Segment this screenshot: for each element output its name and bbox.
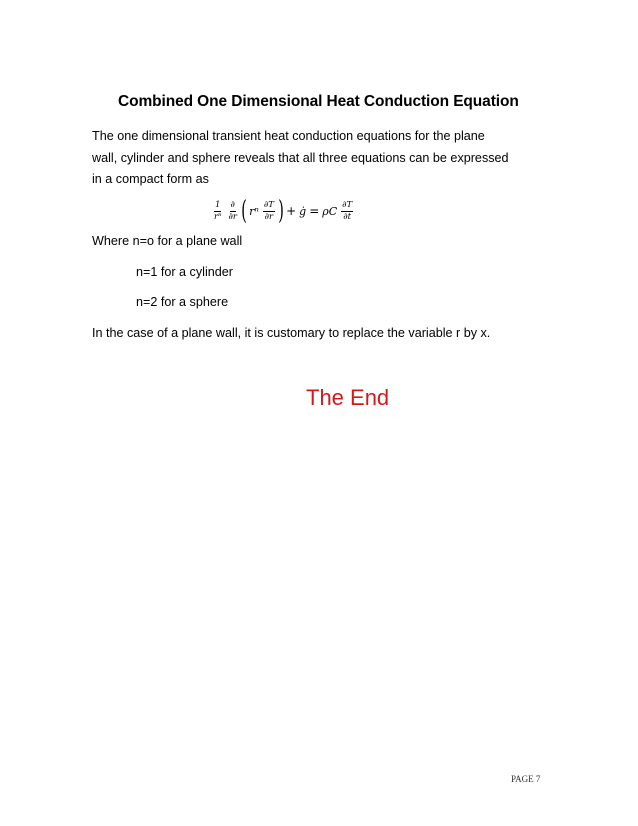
fraction-denominator: ∂r <box>264 211 274 222</box>
case-cylinder: n=1 for a cylinder <box>136 265 233 279</box>
paragraph-line: wall, cylinder and sphere reveals that all three equations can be expressed <box>92 150 509 165</box>
the-end-text: The End <box>306 385 390 410</box>
paragraph-line: in a compact form as <box>92 172 209 186</box>
fraction-numerator: 1 <box>215 199 221 210</box>
equals-sign: = <box>309 204 320 218</box>
case-sphere: n=2 for a sphere <box>136 295 229 309</box>
where-line: Where n=o for a plane wall <box>92 234 243 248</box>
fraction-numerator: ∂ <box>230 199 235 210</box>
time-derivative <box>341 200 353 223</box>
open-paren: ( <box>241 196 247 226</box>
derivative-operator <box>228 200 238 223</box>
paragraph-line: The one dimensional transient heat conduction equations for the plane <box>92 129 485 143</box>
fraction-numerator: ∂T <box>263 199 274 210</box>
heat-generation-term: ġ <box>299 204 307 218</box>
fraction-denominator: ∂t <box>343 211 352 222</box>
inner-derivative <box>263 200 275 223</box>
fraction-denominator: rⁿ <box>214 211 222 222</box>
fraction-numerator: ∂T <box>342 199 353 210</box>
page-number: PAGE 7 <box>511 774 541 784</box>
fraction-denominator: ∂r <box>228 211 237 222</box>
section-heading: Combined One Dimensional Heat Conduction Equation <box>118 93 519 110</box>
rhs-coefficient: ρC <box>322 204 338 218</box>
plane-wall-note: In the case of a plane wall, it is customary to replace the variable r by x. <box>92 326 491 340</box>
intro-paragraph <box>92 126 552 191</box>
coefficient-fraction <box>213 200 223 223</box>
close-paren: ) <box>278 196 284 226</box>
plus-sign: + <box>286 204 297 218</box>
inner-base: rⁿ <box>249 204 259 218</box>
heat-conduction-equation <box>212 191 354 231</box>
